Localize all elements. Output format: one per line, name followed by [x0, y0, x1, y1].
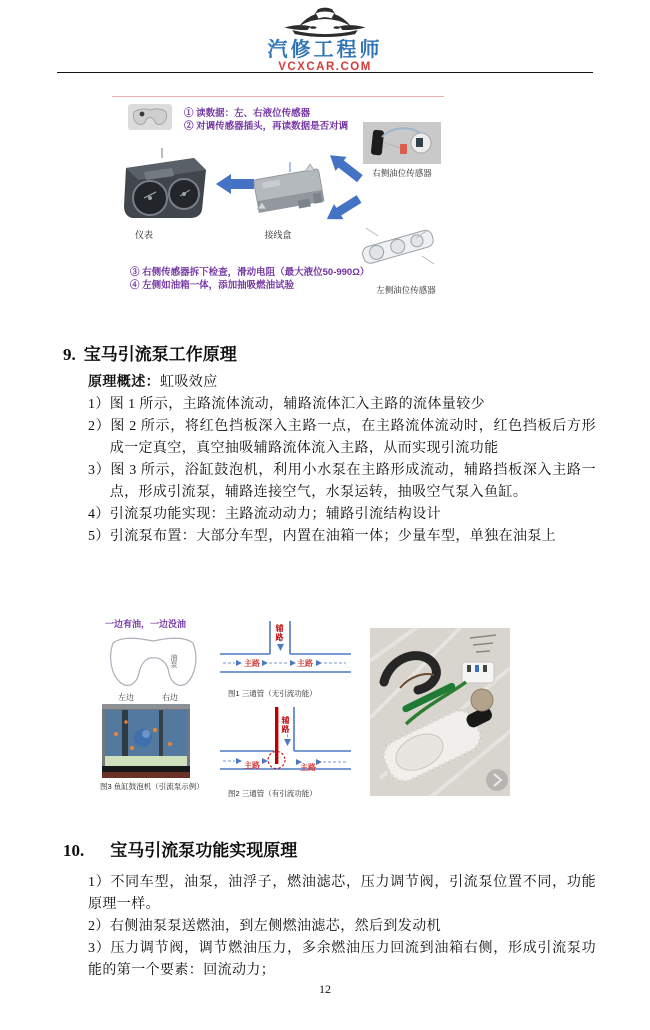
- list-item: 5）引流泵布置：大部分车型，内置在油箱一体；少量车型，单独在油泵上: [88, 529, 557, 544]
- brand-title: 汽修工程师: [267, 39, 383, 61]
- instrument-cluster-illustration: [114, 146, 214, 226]
- section9-number: 9.: [63, 345, 76, 364]
- note-right-sensor-check: ③ 右侧传感器拆下检查，滑动电阻（最大液位50-990Ω）: [130, 267, 370, 278]
- main-road-label: 主路: [300, 763, 316, 772]
- fuel-pump-photo: [370, 628, 510, 796]
- section10-number: 10.: [63, 841, 85, 860]
- note-swap-plugs: ② 对调传感器插头，再读数据是否对调: [184, 121, 349, 132]
- main-road-label: 主路: [297, 659, 313, 668]
- list-item: 4）引流泵功能实现：主路流动动力；辅路引流结构设计: [88, 507, 441, 522]
- section9-heading: [63, 340, 237, 365]
- overview-value: 虹吸效应: [160, 375, 218, 390]
- right-sensor-photo: [363, 122, 441, 164]
- figure-ejector-principle: [98, 614, 538, 814]
- section10-body: [88, 872, 596, 982]
- figure-top-border: [112, 96, 444, 97]
- left-sensor-label: 左侧油位传感器: [376, 285, 436, 295]
- note-read-data: ① 读数据：左、右液位传感器: [184, 108, 311, 119]
- right-sensor-label: 右侧油位传感器: [372, 168, 432, 178]
- car-logo-icon: [279, 4, 371, 38]
- tee-pipe-diagram-1: [218, 618, 353, 688]
- arrow-to-cluster-icon: [216, 174, 254, 194]
- overview-line: [88, 372, 596, 394]
- paragraph: 3）压力调节阀，调节燃油压力，多余燃油压力回流到油箱右侧，形成引流泵功能的第一个要素：回流动力；: [88, 941, 596, 978]
- list-item: 2）图 2 所示，将红色挡板深入主路一点，在主路流体流动时，红色挡板后方形成一定真空，真空抽吸辅路流体流入主路，从而实现引流功能: [88, 419, 596, 456]
- section10-title: 宝马引流泵功能实现原理: [110, 841, 298, 860]
- section10-heading: [63, 836, 297, 861]
- fuel-tank-thumbnail: [128, 104, 172, 130]
- list-item: 3）图 3 所示，浴缸鼓泡机，利用小水泵在主路形成流动，辅路挡板深入主路一点，形成引流泵，辅路连接空气，水泵运转，抽吸空气泵入鱼缸。: [88, 463, 596, 500]
- junction-box-label: 接线盒: [264, 230, 292, 240]
- cluster-label: 仪表: [134, 230, 153, 240]
- brand-domain: VCXCAR.COM: [278, 61, 372, 73]
- header-divider: [57, 72, 593, 73]
- tank-note: 一边有油，一边没油: [105, 619, 187, 629]
- tank-right-label: 右边: [162, 693, 178, 702]
- junction-box-illustration: [250, 158, 328, 220]
- aux-road-label: 辅路: [281, 716, 290, 734]
- paragraph: 1）不同车型，油泵，油浮子，燃油滤芯，压力调节阀，引流泵位置不同，功能原理一样。: [88, 875, 596, 912]
- figure-sensor-diagnosis: [112, 96, 532, 320]
- fish-tank-photo: [102, 704, 190, 778]
- main-road-label: 主路: [244, 659, 260, 668]
- saddle-tank-sketch: [103, 631, 203, 693]
- brand-header: [0, 4, 650, 74]
- arrow-right-sensor-icon: [324, 148, 365, 186]
- page-number: 12: [319, 982, 331, 996]
- fig2-caption: 图2 三通管（有引流功能）: [228, 789, 317, 798]
- tank-left-label: 左边: [118, 693, 134, 702]
- aux-road-label: 辅路: [275, 624, 284, 642]
- tank-pump-label: 油泵: [170, 654, 177, 668]
- list-item: 1）图 1 所示，主路流体流动，辅路流体汇入主路的流体量较少: [88, 397, 485, 412]
- overview-label: 原理概述：: [88, 375, 160, 390]
- note-left-sensor-test: ④ 左侧如油箱一体，添加抽吸燃油试验: [130, 280, 295, 291]
- fig1-caption: 图1 三通管（无引流功能）: [228, 689, 317, 698]
- section9-title: 宝马引流泵工作原理: [83, 345, 237, 364]
- main-road-label: 主路: [244, 761, 260, 770]
- paragraph: 2）右侧油泵泵送燃油，到左侧燃油滤芯，然后到发动机: [88, 919, 441, 934]
- section9-body: [88, 372, 596, 548]
- fig3-caption: 图3 鱼缸鼓泡机（引流泵示例）: [100, 782, 204, 791]
